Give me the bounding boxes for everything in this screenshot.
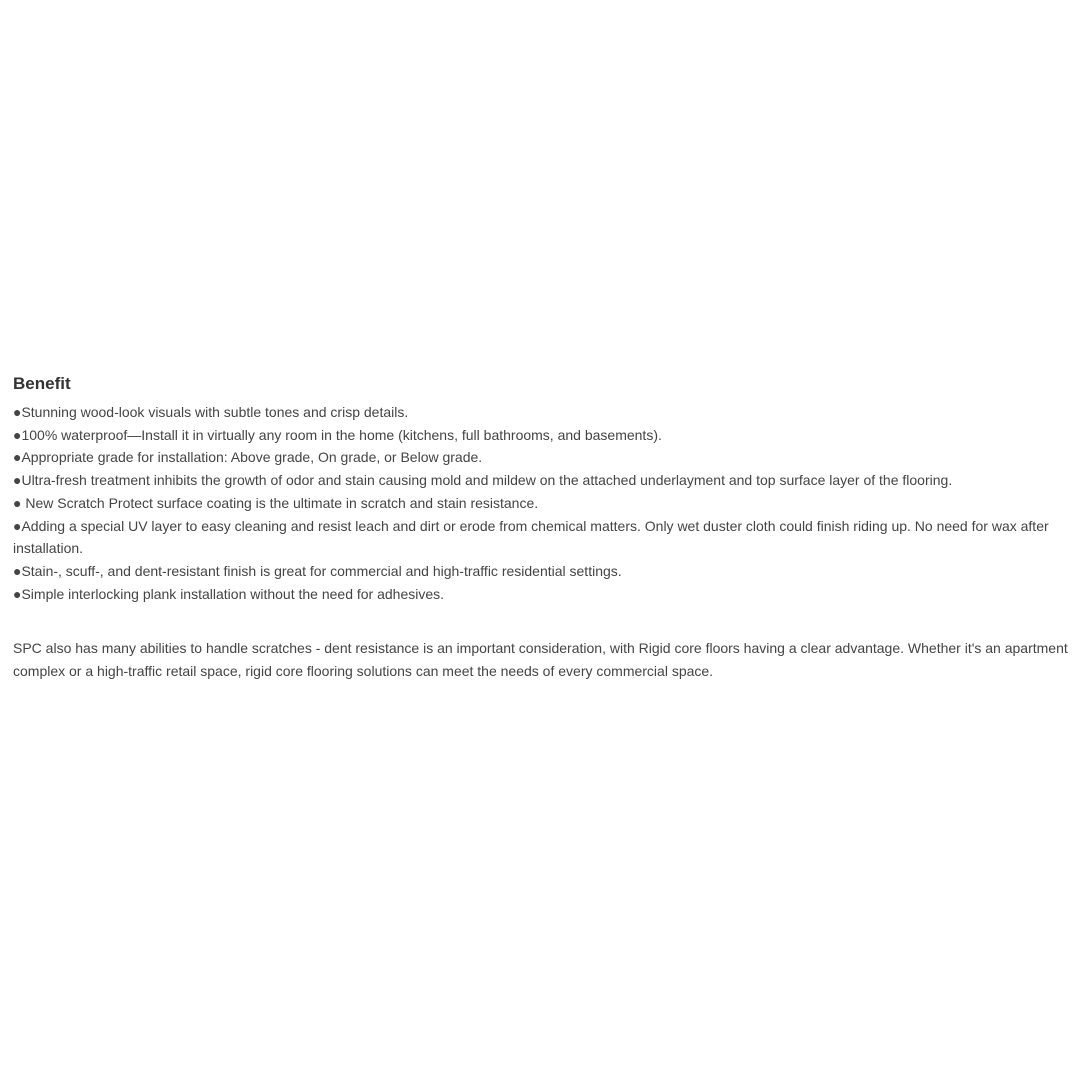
section-spacer xyxy=(13,605,1075,637)
benefit-item: ●Appropriate grade for installation: Above grade, On grade, or Below grade. xyxy=(13,449,483,466)
benefit-item: ●Simple interlocking plank installation without the need for adhesives. xyxy=(13,585,445,602)
benefit-item: ●Ultra-fresh treatment inhibits the growth of odor and stain causing mold and mildew on the attached underlayment and top surface layer of the flooring. xyxy=(13,472,953,489)
benefit-item: ●Stain-, scuff-, and dent-resistant finish is great for commercial and high-traffic residential settings. xyxy=(13,562,622,579)
benefit-item: ●100% waterproof—Install it in virtually any room in the home (kitchens, full bathrooms, and basements). xyxy=(13,426,662,443)
benefit-list xyxy=(13,401,1075,605)
benefit-item: ● New Scratch Protect surface coating is the ultimate in scratch and stain resistance. xyxy=(13,494,539,511)
benefit-section xyxy=(13,372,1075,683)
benefit-item: ●Adding a special UV layer to easy cleaning and resist leach and dirt or erode from chemical matters. Only wet duster cloth could finish riding up. No need for wax after installation. xyxy=(13,517,1049,557)
section-heading: Benefit xyxy=(13,374,71,393)
benefit-item: ●Stunning wood-look visuals with subtle tones and crisp details. xyxy=(13,404,409,420)
description-paragraph: SPC also has many abilities to handle scratches - dent resistance is an important consideration, with Rigid core floors having a clear advantage. Whether it's an apartment complex or a high-traffic retail space, rigid core flooring solutions can meet the needs of every commercial space. xyxy=(13,640,1068,680)
